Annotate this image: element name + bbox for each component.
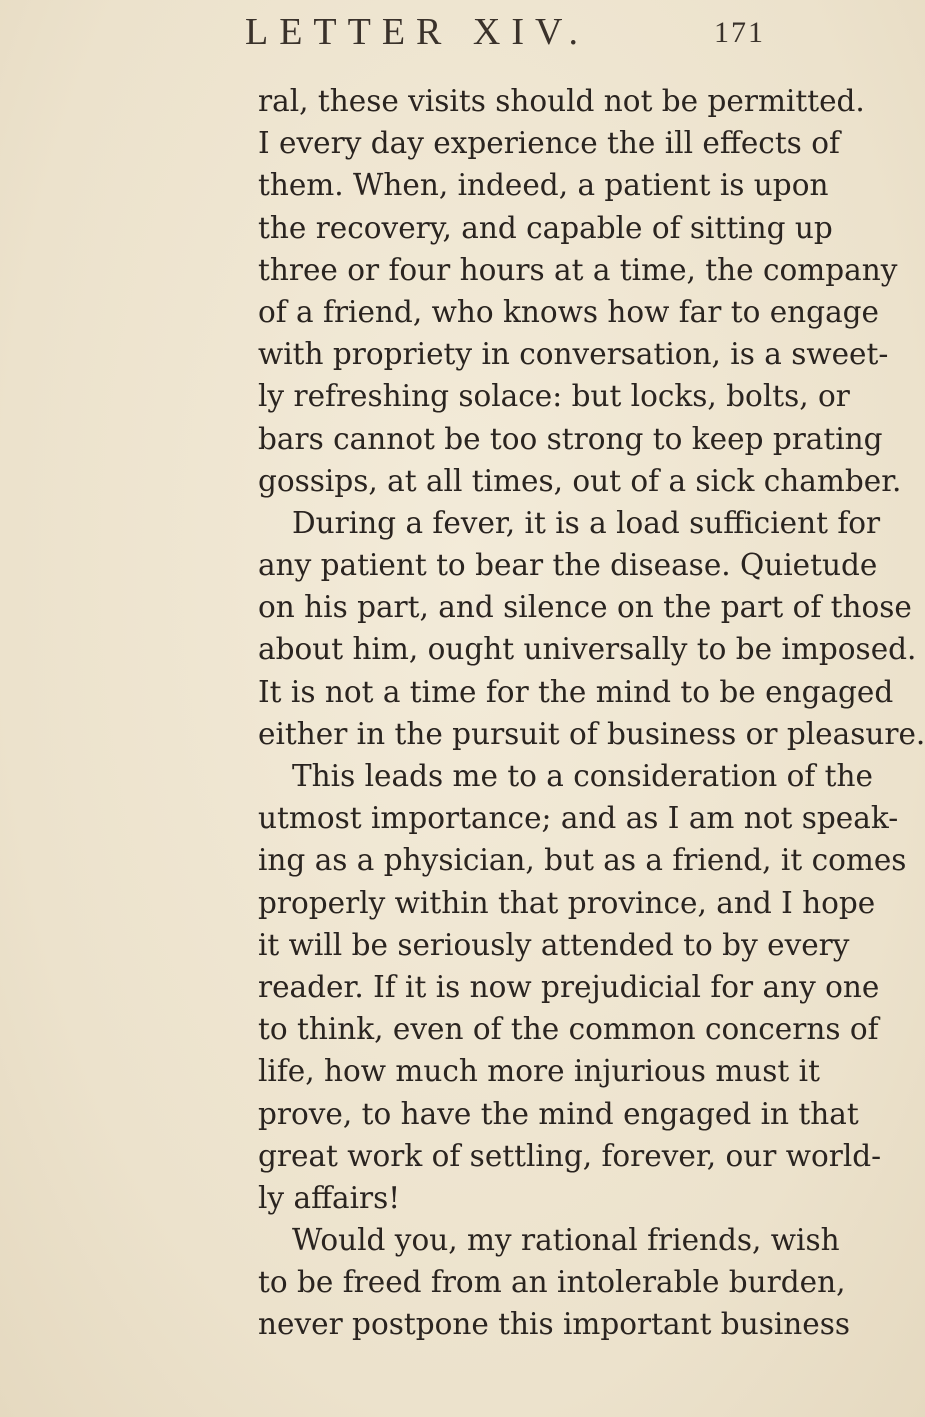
text-line: It is not a time for the mind to be engaged <box>258 674 894 709</box>
running-title: LETTER XIV. <box>245 11 590 53</box>
text-line: I every day experience the ill effects of <box>258 126 840 161</box>
text-line: properly within that province, and I hope <box>258 885 876 920</box>
text-line: reader. If it is now prejudicial for any one <box>258 969 880 1004</box>
text-line: the recovery, and capable of sitting up <box>258 210 833 245</box>
text-line: Would you, my rational friends, wish <box>292 1223 840 1258</box>
text-line: it will be seriously attended to by every <box>258 927 850 962</box>
text-line: them. When, indeed, a patient is upon <box>258 168 829 203</box>
text-line: to think, even of the common concerns of <box>258 1012 879 1047</box>
text-line: to be freed from an intolerable burden, <box>258 1265 846 1300</box>
body-text <box>258 80 925 1346</box>
text-line: ly affairs! <box>258 1180 401 1215</box>
text-line: any patient to bear the disease. Quietude <box>258 548 878 583</box>
text-line: never postpone this important business <box>258 1307 851 1342</box>
text-line: gossips, at all times, out of a sick chamber. <box>258 463 902 498</box>
page-number: 171 <box>714 16 765 49</box>
text-line: great work of settling, forever, our world- <box>258 1138 882 1173</box>
text-line: ing as a physician, but as a friend, it comes <box>258 843 907 878</box>
text-line: three or four hours at a time, the company <box>258 252 898 287</box>
text-line: ly refreshing solace: but locks, bolts, or <box>258 379 850 414</box>
text-line: prove, to have the mind engaged in that <box>258 1096 859 1131</box>
text-line: about him, ought universally to be imposed. <box>258 632 917 667</box>
text-line: This leads me to a consideration of the <box>292 759 873 793</box>
text-line: life, how much more injurious must it <box>258 1054 820 1089</box>
text-line: with propriety in conversation, is a sweet- <box>258 337 889 372</box>
text-line: of a friend, who knows how far to engage <box>258 294 879 329</box>
text-line: on his part, and silence on the part of those <box>258 590 912 625</box>
text-line: either in the pursuit of business or pleasure. <box>258 716 925 751</box>
text-line: bars cannot be too strong to keep prating <box>258 421 883 456</box>
text-line: During a fever, it is a load sufficient for <box>292 505 881 540</box>
text-line: utmost importance; and as I am not speak- <box>258 801 899 836</box>
text-line: ral, these visits should not be permitted. <box>258 84 865 118</box>
running-head <box>0 6 800 54</box>
